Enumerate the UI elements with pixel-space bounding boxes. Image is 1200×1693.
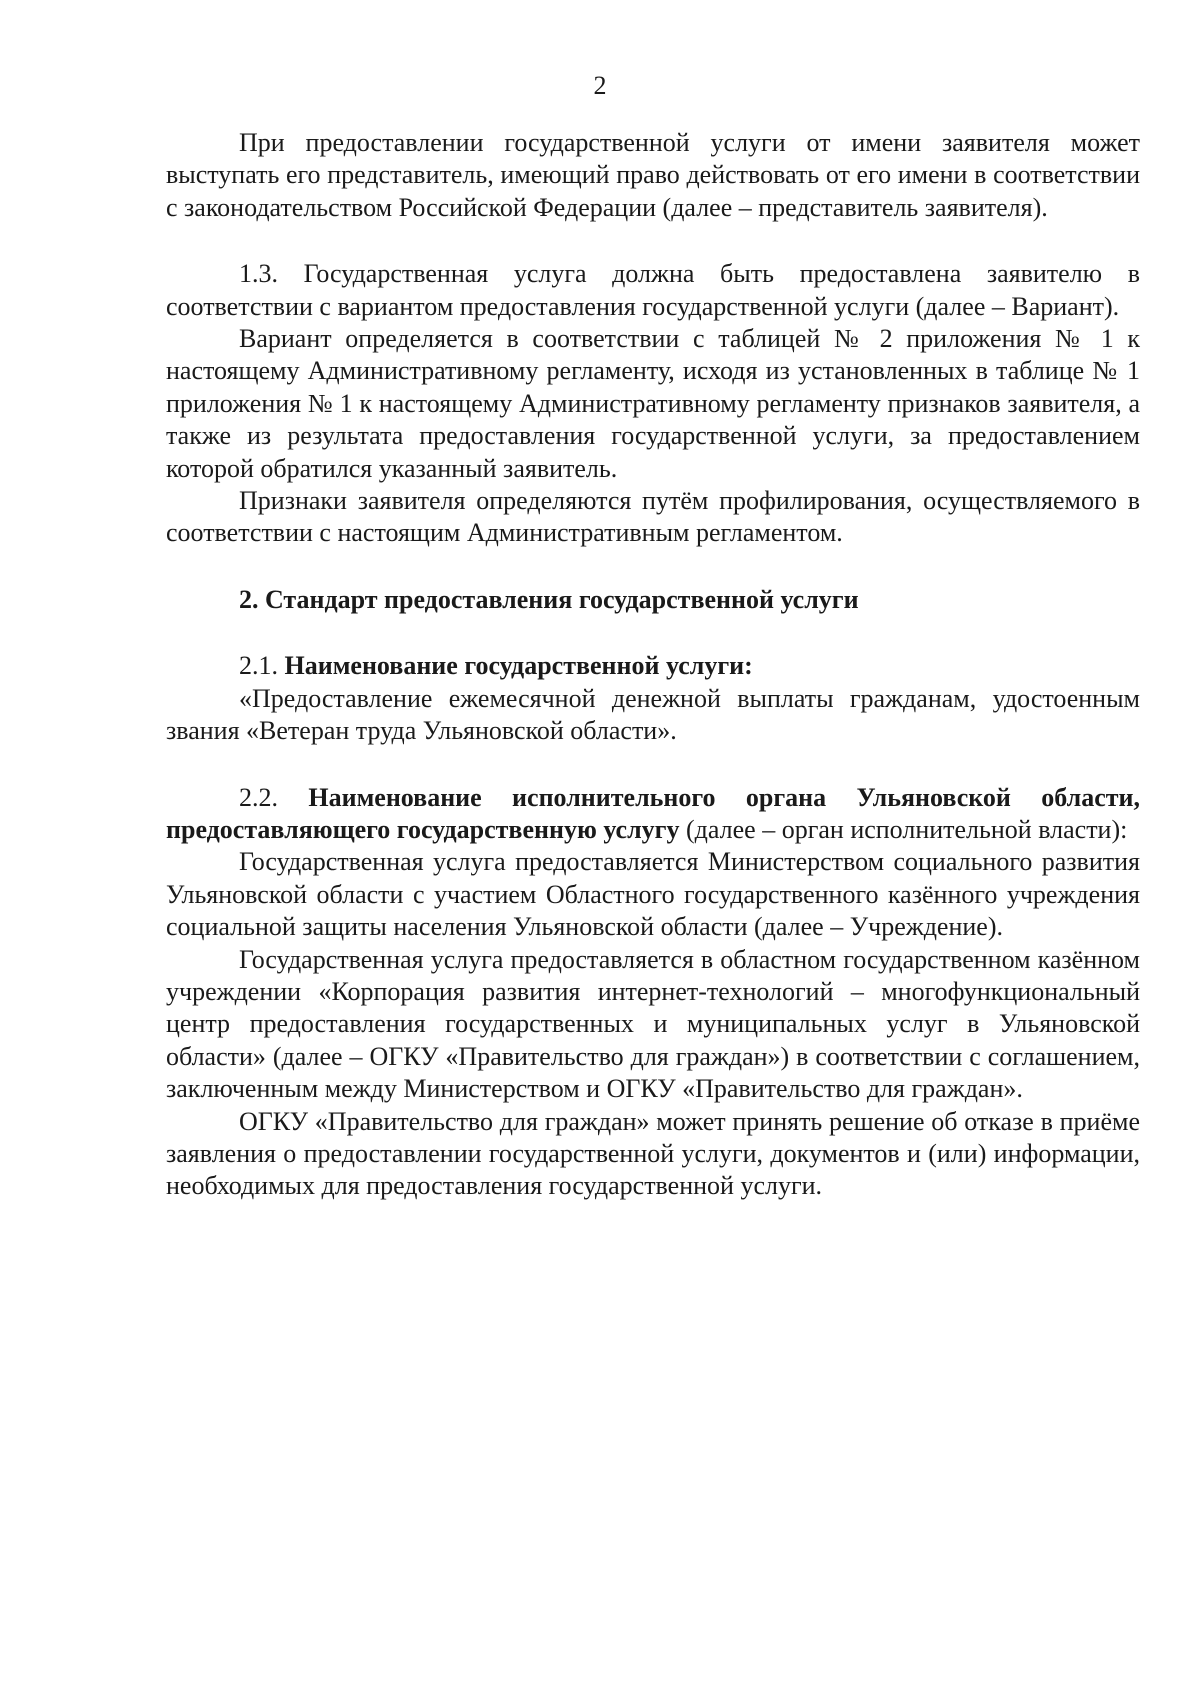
subsection-2-1-heading bbox=[166, 650, 1140, 682]
paragraph-variant: Вариант определяется в соответствии с таблицей № 2 приложения № 1 к настоящему Административному регламенту, исходя из установленных в таблице № 1 приложения № 1 к настоящему Административному регламенту признаков заявителя, а также из результата предоставления государственной услуги, за предоставлением которой обратился указанный заявитель. bbox=[166, 324, 1140, 483]
subsection-2-1-text: «Предоставление ежемесячной денежной выплаты гражданам, удостоенным звания «Ветеран труда Ульяновской области». bbox=[166, 683, 1140, 746]
section-2-heading: 2. Стандарт предоставления государственной услуги bbox=[239, 584, 859, 614]
paragraph-refusal: ОГКУ «Правительство для граждан» может принять решение об отказе в приёме заявления о предоставлении государственной услуги, документов и (или) информации, необходимых для предоставления государственной услуги. bbox=[166, 1106, 1140, 1201]
page-number: 2 bbox=[593, 71, 607, 100]
paragraph-applicant-signs: Признаки заявителя определяются путём профилирования, осуществляемого в соответствии с настоящим Административным регламентом. bbox=[166, 486, 1140, 548]
subsection-2-2-heading bbox=[166, 782, 1140, 847]
paragraph-ministry: Государственная услуга предоставляется Министерством социального развития Ульяновской области с участием Областного государственного казённого учреждения социальной защиты населения Ульяновской области (далее – Учреждение). bbox=[166, 847, 1140, 942]
subsection-2-1-title: Наименование государственной услуги: bbox=[284, 651, 753, 681]
spacer bbox=[166, 616, 1140, 650]
paragraph-1-3: 1.3. Государственная услуга должна быть предоставлена заявителю в соответствии с вариантом предоставления государственной услуги (далее – Вариант). bbox=[166, 259, 1140, 321]
subsection-2-2-number: 2.2. bbox=[239, 782, 309, 812]
document-body bbox=[166, 127, 1140, 1203]
spacer bbox=[166, 748, 1140, 782]
subsection-2-2-title: Наименование исполнительного органа Ульяновской области, предоставляющего государственную услугу bbox=[166, 782, 1140, 844]
paragraph-mfc: Государственная услуга предоставляется в областном государственном казённом учреждении «Корпорация развития интернет-технологий – многофункциональный центр предоставления государственных и муниципальных услуг в Ульяновской области» (далее – ОГКУ «Правительство для граждан») в соответствии с соглашением, заключенным между Министерством и ОГКУ «Правительство для граждан». bbox=[166, 944, 1140, 1104]
subsection-2-1-number: 2.1. bbox=[239, 651, 285, 681]
spacer bbox=[166, 550, 1140, 584]
subsection-2-2-rest: (далее – орган исполнительной власти): bbox=[679, 814, 1128, 844]
spacer bbox=[166, 224, 1140, 258]
paragraph-representative: При предоставлении государственной услуги от имени заявителя может выступать его представитель, имеющий право действовать от его имени в соответствии с законодательством Российской Федерации (далее – представитель заявителя). bbox=[166, 128, 1140, 222]
